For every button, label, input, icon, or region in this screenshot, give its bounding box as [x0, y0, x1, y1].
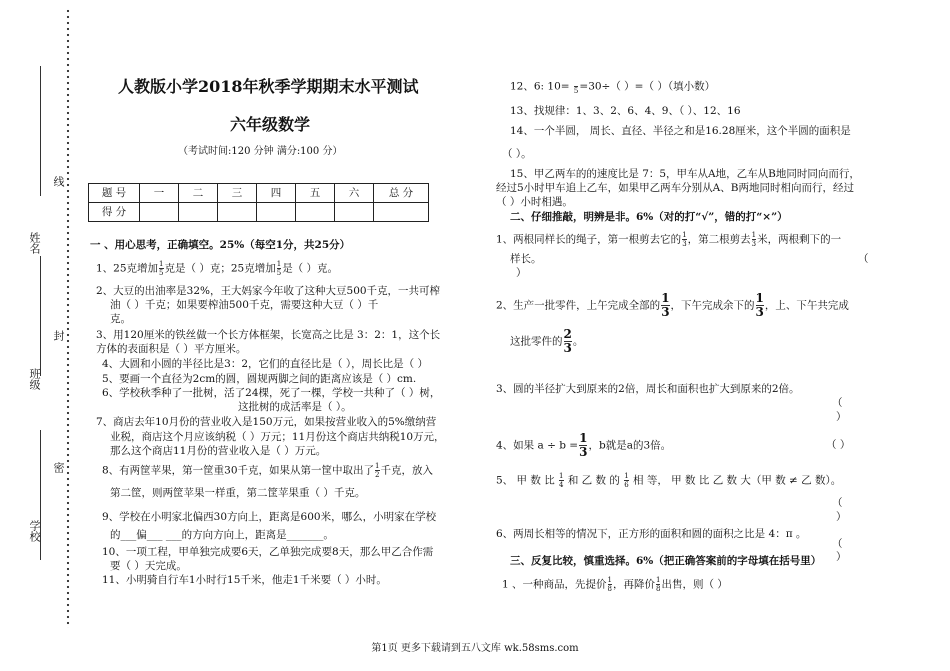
question-line: 油（ ）千克；如果要榨油500千克，需要这种大豆（ ）千	[110, 299, 379, 311]
answer-paren[interactable]: ）	[836, 511, 847, 523]
question-line: 的___偏___ ___的方向方向上，距离是_______。	[110, 529, 334, 541]
seal-label: 密	[52, 462, 65, 473]
name-underline	[40, 66, 41, 196]
school-label: 学校	[28, 520, 41, 542]
answer-paren[interactable]: （	[832, 397, 843, 409]
score-input[interactable]	[374, 203, 429, 222]
score-header-row	[89, 184, 429, 203]
score-cell: 三	[218, 184, 257, 203]
score-input[interactable]	[179, 203, 218, 222]
question-line: 业税，商店这个月应该纳税（ ）万元；11月份这个商店共纳税10万元，	[110, 431, 445, 443]
score-cell: 题 号	[89, 184, 140, 203]
perforation-dots	[66, 8, 70, 628]
score-input[interactable]	[335, 203, 374, 222]
question-line: 6、学校秋季种了一批树，活了24棵，死了一棵，学校一共种了（ ）树，	[102, 387, 441, 399]
question-line: 12、6: 10= 5 =30÷（ ）=（ ）（填小数）	[510, 78, 715, 95]
question-line: 5、 甲 数 比 $\frac{1}{4}$ 和 乙 数 的 $\frac{1}{6}$ 相 等， 甲 数 比 乙 数 大（甲 数 ≠ 乙 数）。	[496, 472, 842, 489]
exam-meta: （考试时间:120 分钟 满分:100 分）	[178, 146, 343, 157]
class-underline	[40, 256, 41, 376]
question-line: 1、两根同样长的绳子，第一根剪去它的 $\frac{1}{3}$ ，第二根剪去 $\frac{1}{3}$ 米，两根剩下的一	[496, 231, 842, 248]
answer-paren[interactable]: （	[832, 538, 843, 550]
question-line: 2、生产一批零件，上午完成全部的 $\frac{1}{3}$ ，下午完成余下的 $\frac{1}{3}$ ，上、下午共完成	[496, 291, 849, 319]
question-line: 那么这个商店11月份的营业收入是（ ）万元。	[110, 445, 327, 457]
question-line: 经过5小时甲车追上乙车，如果甲乙两车分别从A、B两地同时相向而行，经过	[496, 182, 854, 194]
fraction: $\frac{1}{2}$	[375, 462, 380, 479]
question-line: 第二筐，则两筐苹果一样重，第二筐苹果重（ ）千克。	[110, 487, 366, 499]
score-cell: 一	[140, 184, 179, 203]
question-line: 1、25克增加 $\frac{1}{5}$ 克是（ ）克；25克增加 $\frac{1}{5}$ 是（ ）克。	[96, 260, 339, 277]
fraction: $\frac{1}{5}$	[159, 260, 164, 277]
question-line: 1 、一种商品，先提价 $\frac{1}{8}$ ，再降价 $\frac{1}{8}$ 出售，则（ ）	[502, 576, 728, 593]
line-label: 线	[52, 176, 65, 187]
fraction: $\frac{1}{5}$	[276, 260, 282, 277]
fraction: $\frac{1}{3}$	[751, 231, 757, 248]
name-label: 姓名	[28, 232, 41, 254]
question-line: 2、大豆的出油率是32%，王大妈家今年收了这种大豆500千克，一共可榨	[96, 285, 441, 297]
class-label: 班级	[28, 368, 41, 390]
question-line: 10、一项工程，甲单独完成要6天，乙单独完成要8天，那么甲乙合作需	[102, 546, 434, 558]
question-line: 样长。	[510, 253, 542, 265]
question-line: 3、用120厘米的铁丝做一个长方体框架，长宽高之比是 3：2：1，这个长	[96, 329, 441, 341]
exam-title: 人教版小学2018年秋季学期期末水平测试	[118, 77, 419, 96]
question-line: 15、甲乙两车的的速度比是 7：5，甲车从A地，乙车从B地同时同向而行，	[510, 168, 860, 180]
fraction: $\frac{1}{3}$	[682, 231, 687, 248]
score-table	[88, 183, 429, 222]
fraction: $\frac{1}{8}$	[656, 576, 661, 593]
page-footer: 第1页 更多下载请到五八文库 wk.58sms.com	[371, 643, 579, 654]
question-line: 4、如果 a ÷ b = $\frac{1}{3}$ ，b就是a的3倍。	[496, 431, 672, 459]
score-input[interactable]	[257, 203, 296, 222]
score-input[interactable]	[218, 203, 257, 222]
question-line: 方体的表面积是（ ）平方厘米。	[96, 343, 247, 355]
binding-margin	[0, 0, 80, 671]
score-input[interactable]	[140, 203, 179, 222]
subject-title: 六年级数学	[230, 115, 311, 134]
score-cell: 二	[179, 184, 218, 203]
score-cell: 四	[257, 184, 296, 203]
fraction: $\frac{1}{3}$	[661, 291, 670, 319]
score-cell: 总 分	[374, 184, 429, 203]
answer-paren[interactable]: ）	[836, 551, 847, 563]
score-value-row	[89, 203, 429, 222]
section2-title: 二、仔细推敲，明辨是非。6%（对的打“√”，错的打“×”）	[510, 211, 788, 223]
fraction: $\frac{1}{4}$	[559, 472, 564, 489]
section1-title: 一 、用心思考，正确填空。25%（每空1分，共25分）	[90, 239, 351, 251]
question-line: 8、有两筐苹果，第一筐重30千克，如果从第一筐中取出了 $\frac{1}{2}$ 千克，放入	[102, 462, 434, 479]
answer-paren[interactable]: ）	[836, 411, 847, 423]
fraction: $\frac{1}{3}$	[579, 431, 588, 459]
fraction: 5	[574, 78, 578, 95]
answer-paren[interactable]: （	[832, 497, 843, 509]
fraction: $\frac{1}{3}$	[755, 291, 764, 319]
score-cell: 五	[296, 184, 335, 203]
question-line: （ ）。	[502, 148, 532, 160]
question-line: 要（ ）天完成。	[110, 560, 187, 572]
answer-paren[interactable]: ）	[516, 267, 527, 279]
question-line: 13、找规律：1、3、2、6、4、9、（ ）、12、16	[510, 105, 741, 117]
question-line: 3、圆的半径扩大到原来的2倍，周长和面积也扩大到原来的2倍。	[496, 383, 800, 395]
score-input[interactable]	[296, 203, 335, 222]
answer-paren[interactable]: （	[858, 253, 869, 265]
fraction: $\frac{1}{8}$	[607, 576, 612, 593]
score-cell: 得 分	[89, 203, 140, 222]
question-line: 5、要画一个直径为2cm的圆，圆规两脚之间的距离应该是（ ）cm.	[102, 373, 417, 385]
question-line: 9、学校在小明家北偏西30方向上，距离是600米，哪么，小明家在学校	[102, 511, 437, 523]
fraction: $\frac{1}{6}$	[624, 472, 629, 489]
fraction: $\frac{2}{3}$	[563, 327, 572, 355]
section3-title: 三、反复比较，慎重选择。6%（把正确答案前的字母填在括号里）	[510, 555, 822, 567]
question-line: 14、一个半圆， 周长、直径、半径之和是16.28厘米，这个半圆的面积是	[510, 125, 851, 137]
answer-paren[interactable]: （ ）	[826, 439, 851, 451]
question-line: 6、两周长相等的情况下，正方形的面积和圆的面积之比是 4：π 。	[496, 528, 807, 540]
score-cell: 六	[335, 184, 374, 203]
question-line: 7、商店去年10月份的营业收入是150万元，如果按营业收入的5%缴纳营	[96, 416, 437, 428]
question-line: 这批树的成活率是（ ）。	[238, 401, 352, 413]
question-line: （ ）小时相遇。	[496, 196, 573, 208]
seal2-label: 封	[52, 330, 65, 341]
question-line: 这批零件的 $\frac{2}{3}$ 。	[510, 327, 584, 355]
question-line: 11、小明骑自行车1小时行15千米，他走1千米要（ ）小时。	[102, 574, 387, 586]
question-line: 4、大圆和小圆的半径比是3：2，它们的直径比是（ ），周长比是（ ）	[102, 358, 428, 370]
question-line: 克。	[110, 313, 131, 325]
